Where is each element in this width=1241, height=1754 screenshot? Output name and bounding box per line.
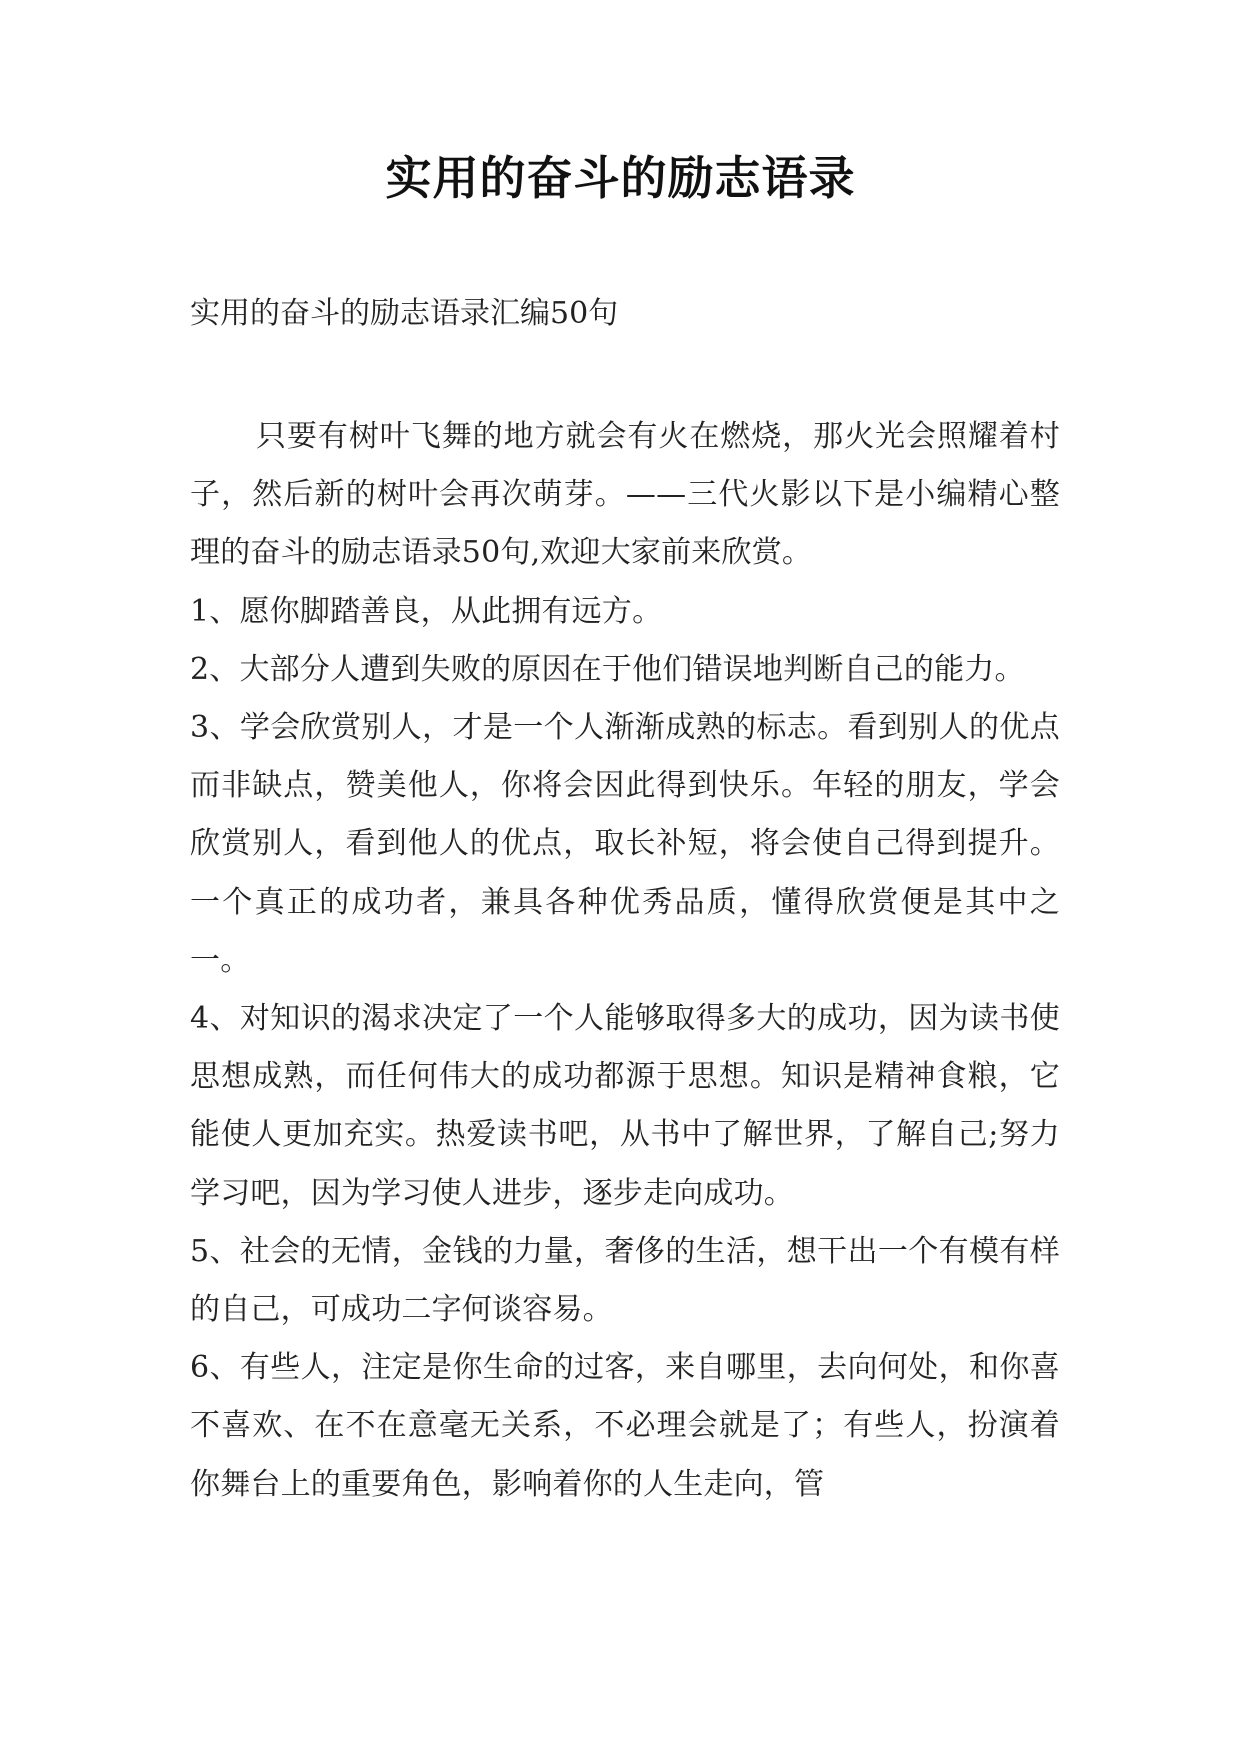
quote-item-4: 4、对知识的渴求决定了一个人能够取得多大的成功，因为读书使思想成熟，而任何伟大的成功都源于思想。知识是精神食粮，它能使人更加充实。热爱读书吧，从书中了解世界，了解自己;努力学习吧，因为学习使人进步，逐步走向成功。 [190,1001,1060,1211]
document-subtitle: 实用的奋斗的励志语录汇编50句 [190,296,619,331]
intro-paragraph: 只要有树叶飞舞的地方就会有火在燃烧，那火光会照耀着村子，然后新的树叶会再次萌芽。——三代火影以下是小编精心整理的奋斗的励志语录50句,欢迎大家前来欣赏。 [190,419,1060,571]
quote-item-1: 1、愿你脚踏善良，从此拥有远方。 [190,593,663,629]
quote-item-2: 2、大部分人遭到失败的原因在于他们错误地判断自己的能力。 [190,651,1025,687]
document-body [190,408,1060,1514]
quote-item-5: 5、社会的无情，金钱的力量，奢侈的生活，想干出一个有模有样的自己，可成功二字何谈容易。 [190,1233,1060,1328]
document-title: 实用的奋斗的励志语录 [385,151,856,205]
quote-item-3: 3、学会欣赏别人，才是一个人渐渐成熟的标志。看到别人的优点而非缺点，赞美他人，你将会因此得到快乐。年轻的朋友，学会欣赏别人，看到他人的优点，取长补短，将会使自己得到提升。一个真正的成功者，兼具各种优秀品质，懂得欣赏便是其中之一。 [190,710,1060,978]
quote-item-6: 6、有些人，注定是你生命的过客，来自哪里，去向何处，和你喜不喜欢、在不在意毫无关系，不必理会就是了；有些人，扮演着你舞台上的重要角色，影响着你的人生走向，管 [190,1350,1060,1502]
